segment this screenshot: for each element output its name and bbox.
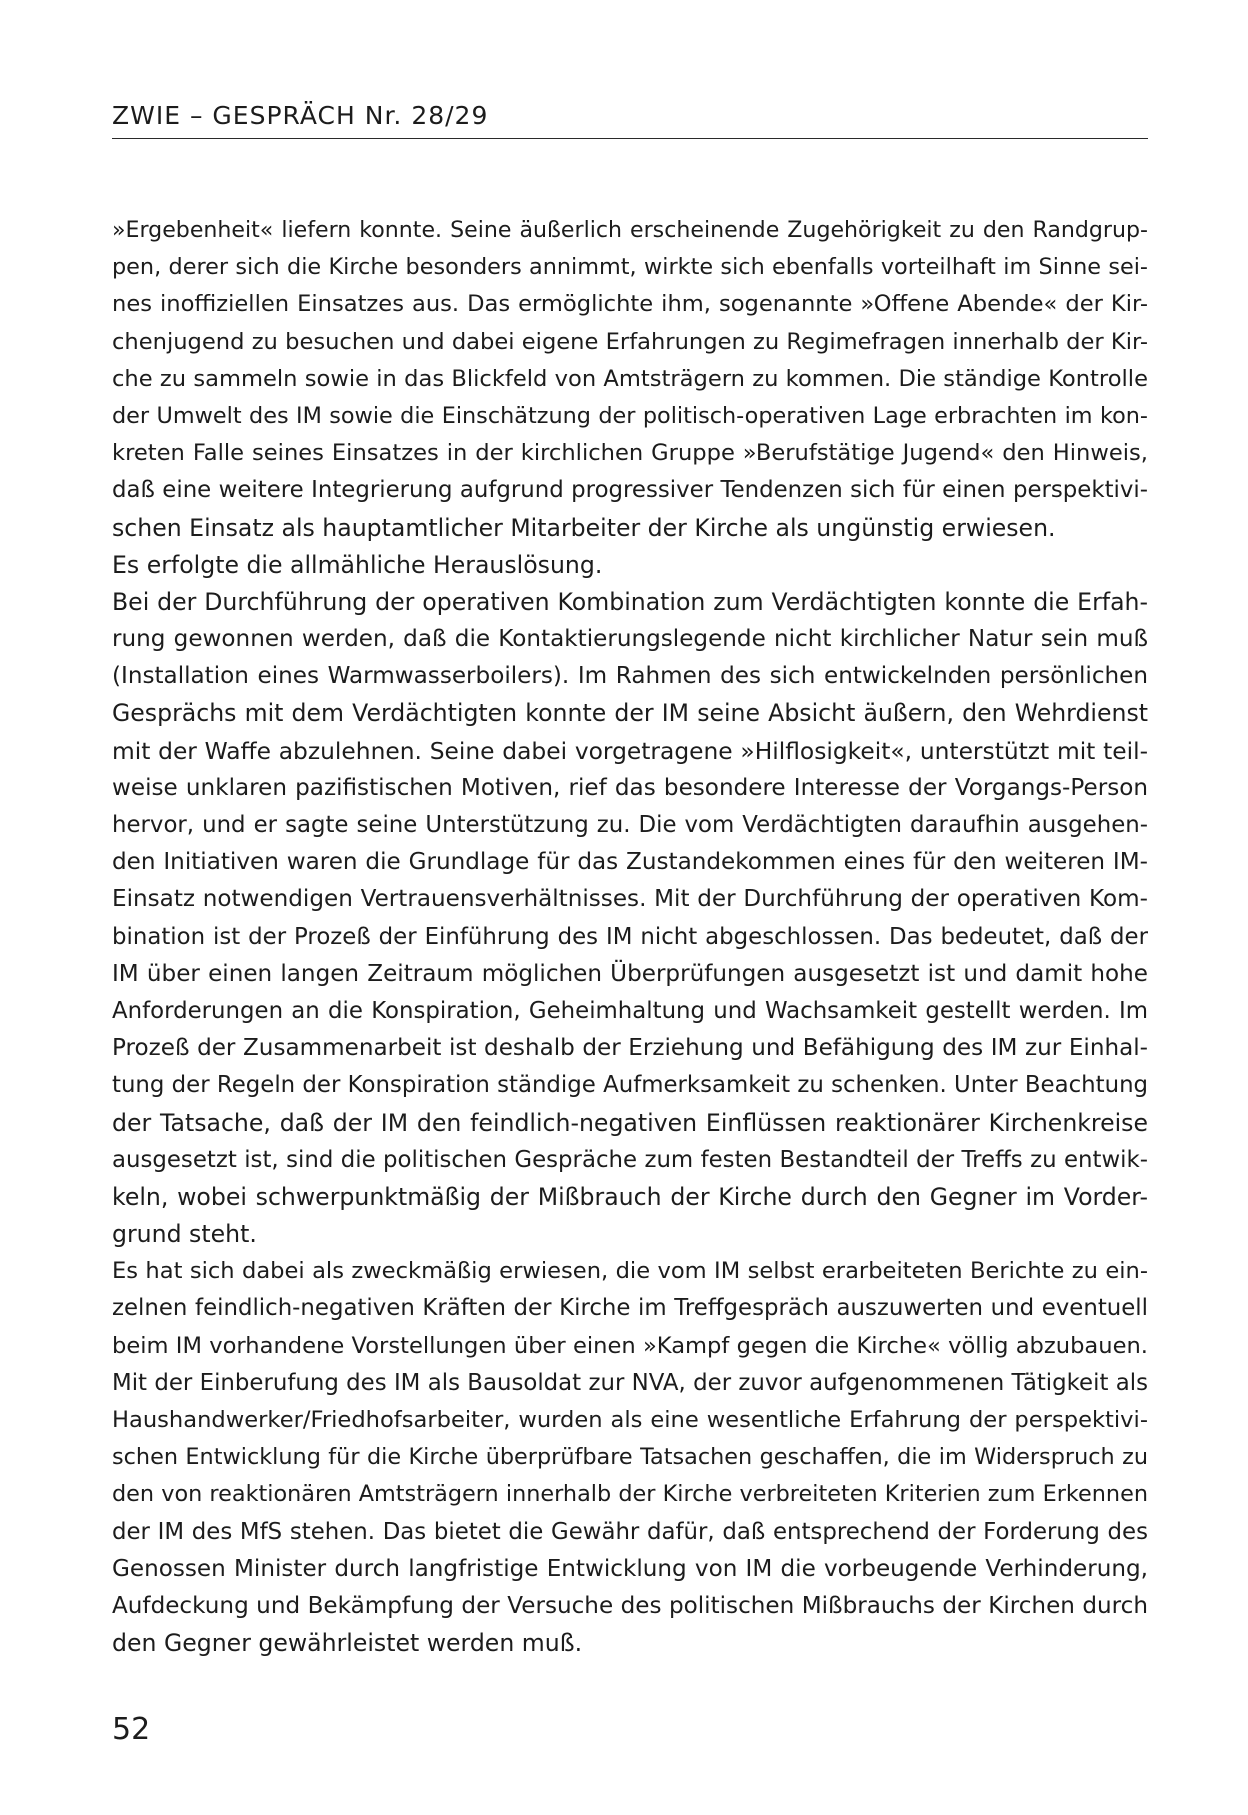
text-line: (Installation eines Warmwasserboilers). Im Rahmen des sich entwickelnden persönlichen: [112, 663, 1148, 690]
text-line: hervor, und er sagte seine Unterstützung zu. Die vom Verdächtigten daraufhin ausgehen-: [112, 812, 1148, 838]
text-line: Einsatz notwendigen Vertrauensverhältnisses. Mit der Durchführung der operativen Kom-: [112, 886, 1148, 913]
page-number: 52: [112, 1712, 151, 1747]
text-line: Haushandwerker/Friedhofsarbeiter, wurden als eine wesentliche Erfahrung der perspektivi-: [112, 1407, 1148, 1433]
text-line: schen Entwicklung für die Kirche überprüfbare Tatsachen geschaffen, die im Widerspruch zu: [112, 1444, 1148, 1471]
text-line: rung gewonnen werden, daß die Kontaktierungslegende nicht kirchlicher Natur sein muß: [112, 626, 1148, 653]
text-line: der IM des MfS stehen. Das bietet die Gewähr dafür, daß entsprechend der Forderung des: [112, 1518, 1148, 1545]
text-line: che zu sammeln sowie in das Blickfeld von Amtsträgern zu kommen. Die ständige Kontrolle: [112, 365, 1148, 392]
text-line: mit der Waffe abzulehnen. Seine dabei vorgetragene »Hilflosigkeit«, unterstützt mit teil-: [112, 736, 1148, 765]
text-line: den von reaktionären Amtsträgern innerhalb der Kirche verbreiteten Kriterien zum Erkennen: [112, 1481, 1148, 1508]
text-line: weise unklaren pazifistischen Motiven, rief das besondere Interesse der Vorgangs-Person: [112, 774, 1148, 801]
text-line: pen, derer sich die Kirche besonders annimmt, wirkte sich ebenfalls vorteilhaft im Sinne sei-: [112, 254, 1148, 281]
text-line: Genossen Minister durch langfristige Entwicklung von IM die vorbeugende Verhinderung,: [112, 1555, 1148, 1582]
text-line: »Ergebenheit« liefern konnte. Seine äußerlich erscheinende Zugehörigkeit zu den Randgrup-: [112, 217, 1148, 243]
text-line: der Tatsache, daß der IM den feindlich-negativen Einflüssen reaktionärer Kirchenkreise: [112, 1108, 1148, 1137]
text-line: schen Einsatz als hauptamtlicher Mitarbeiter der Kirche als ungünstig erwiesen.: [112, 513, 1056, 542]
text-line: Bei der Durchführung der operativen Kombination zum Verdächtigten konnte die Erfah-: [112, 587, 1148, 616]
text-line: Es hat sich dabei als zweckmäßig erwiesen, die vom IM selbst erarbeiteten Berichte zu ein-: [112, 1258, 1148, 1285]
text-line: den Initiativen waren die Grundlage für das Zustandekommen eines für den weiteren IM-: [112, 849, 1148, 876]
text-line: Mit der Einberufung des IM als Bausoldat zur NVA, der zuvor aufgenommenen Tätigkeit als: [112, 1369, 1148, 1396]
text-line: Gesprächs mit dem Verdächtigten konnte der IM seine Absicht äußern, den Wehrdienst: [112, 699, 1148, 728]
text-line: grund steht.: [112, 1220, 257, 1249]
running-header-title: ZWIE – GESPRÄCH Nr. 28/29: [112, 101, 489, 130]
text-line: Es erfolgte die allmähliche Herauslösung.: [112, 550, 603, 579]
text-line: bination ist der Prozeß der Einführung des IM nicht abgeschlossen. Das bedeutet, daß der: [112, 923, 1148, 950]
text-line: ausgesetzt ist, sind die politischen Gespräche zum festen Bestandteil der Treffs zu entwik-: [112, 1146, 1148, 1173]
text-line: den Gegner gewährleistet werden muß.: [112, 1629, 583, 1658]
text-line: Anforderungen an die Konspiration, Geheimhaltung und Wachsamkeit gestellt werden. Im: [112, 997, 1148, 1024]
text-line: keln, wobei schwerpunktmäßig der Mißbrauch der Kirche durch den Gegner im Vorder-: [112, 1182, 1148, 1211]
text-line: tung der Regeln der Konspiration ständige Aufmerksamkeit zu schenken. Unter Beachtung: [112, 1072, 1148, 1099]
text-line: beim IM vorhandene Vorstellungen über einen »Kampf gegen die Kirche« völlig abzubauen.: [112, 1332, 1148, 1359]
header-rule: [112, 138, 1148, 139]
text-line: IM über einen langen Zeitraum möglichen Überprüfungen ausgesetzt ist und damit hohe: [112, 960, 1148, 987]
text-line: Prozeß der Zusammenarbeit ist deshalb der Erziehung und Befähigung des IM zur Einhal-: [112, 1035, 1148, 1062]
text-line: zelnen feindlich-negativen Kräften der Kirche im Treffgespräch auszuwerten und eventuell: [112, 1295, 1148, 1322]
text-line: daß eine weitere Integrierung aufgrund progressiver Tendenzen sich für einen perspektivi-: [112, 477, 1148, 504]
text-line: Aufdeckung und Bekämpfung der Versuche des politischen Mißbrauchs der Kirchen durch: [112, 1592, 1148, 1619]
page-header: [112, 96, 1148, 136]
text-line: nes inoffiziellen Einsatzes aus. Das ermöglichte ihm, sogenannte »Offene Abende« der Kir-: [112, 291, 1148, 318]
text-line: chenjugend zu besuchen und dabei eigene Erfahrungen zu Regimefragen innerhalb der Kir-: [112, 328, 1148, 355]
text-line: der Umwelt des IM sowie die Einschätzung der politisch-operativen Lage erbrachten im kon-: [112, 402, 1148, 429]
text-line: kreten Falle seines Einsatzes in der kirchlichen Gruppe »Berufstätige Jugend« den Hinweis,: [112, 440, 1148, 467]
body-text: [112, 212, 1148, 1662]
